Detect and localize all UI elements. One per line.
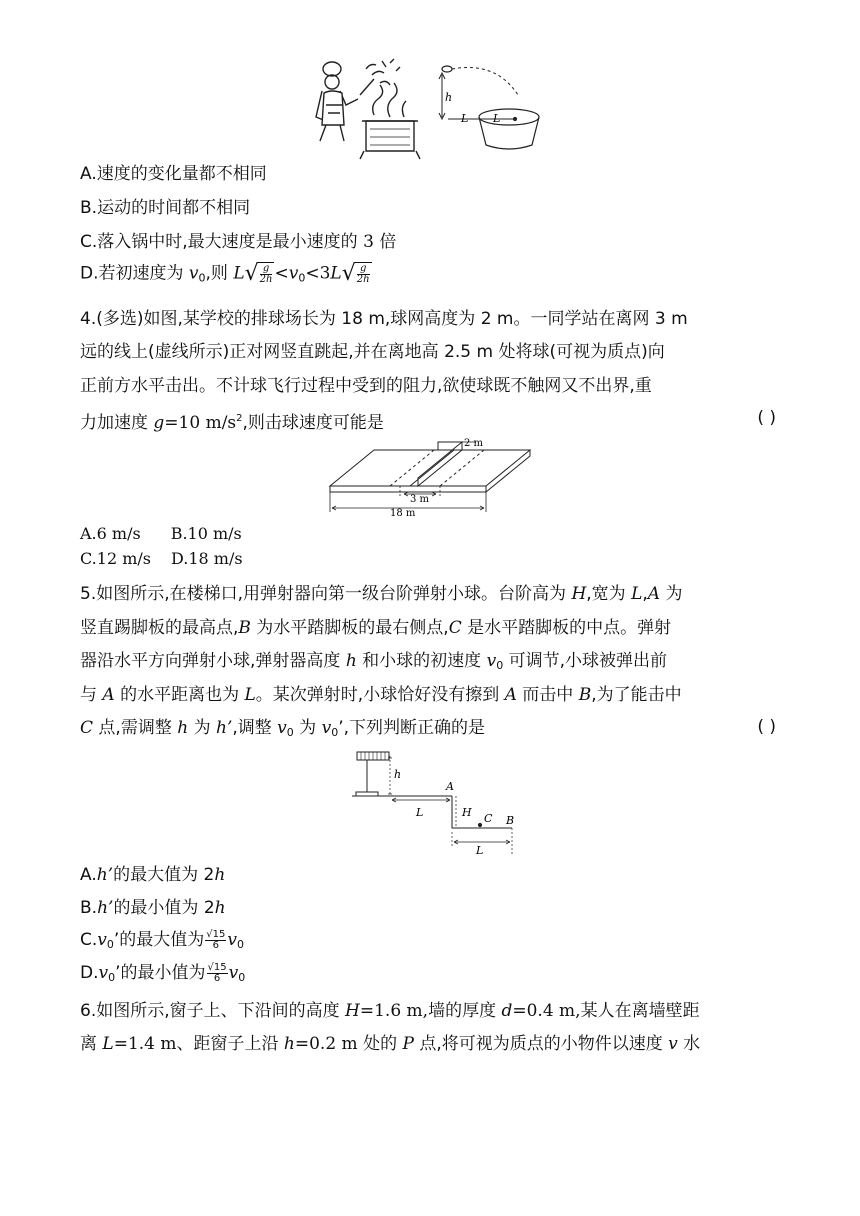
q5-option-d: $D.v_0$’的最小值为 $\frac{√15}{6}$ $v_0$ <box>80 961 246 984</box>
q3-option-b: B.运动的时间都不相同 <box>80 198 251 218</box>
q3-fig-L-label-2: L <box>493 112 501 125</box>
q6-stem-line-1: 6.如图所示,窗子上、下沿间的高度 H=1.6 m,墙的厚度 d=0.4 m,某人在离墙壁距 <box>80 1001 700 1021</box>
q5-fig-h: h <box>394 768 402 781</box>
q3-option-d: D.若初速度为 $v_0$,则 L√ $\frac{g}{2h}$ $<v_0<3L√$ $\frac{g}{2h}$ <box>80 260 370 286</box>
q4-court-figure <box>326 436 532 516</box>
q5-fig-H: H <box>462 806 472 819</box>
q5-fig-B: B <box>506 814 515 827</box>
q6-stem-line-2: 离 L=1.4 m、距窗子上沿 h=0.2 m 处的 P 点,将可视为质点的小物件以速度 v 水 <box>80 1034 701 1054</box>
q3-fig-h-label: h <box>445 91 453 104</box>
pot-illustration <box>360 83 420 159</box>
q5-option-b: B.h’的最小值为 2h <box>80 898 226 918</box>
q5-fig-L1: L <box>416 806 424 819</box>
q4-options-row-1 <box>80 523 242 545</box>
q4-option-a: A.6 m/s <box>80 524 141 543</box>
q3-option-a: A.速度的变化量都不相同 <box>80 164 267 184</box>
q4-stem-line-3: 正前方水平击出。不计球飞行过程中受到的阻力,欲使球既不触网又不出界,重 <box>80 376 652 396</box>
q4-fig-dist: 3 m <box>410 494 430 505</box>
q5-stem-line-4: 与 A 的水平距离也为 L。某次弹射时,小球恰好没有擦到 A 而击中 B,为了能击中 <box>80 685 682 705</box>
q5-fig-C: C <box>484 812 493 825</box>
q4-options-row-2 <box>80 548 243 570</box>
q5-stem-line-5: C 点,需调整 h 为 h’,调整 $v_0$ 为 $v_0$’,下列判断正确的是 <box>80 718 486 739</box>
q3-figure <box>300 55 560 160</box>
q4-fig-length: 18 m <box>390 508 416 516</box>
q5-option-c: $C.v_0$’的最大值为 $\frac{√15}{6}$ $v_0$ <box>80 928 245 951</box>
q4-stem-line-4: 力加速度 g=10 $m/s^2$,则击球速度可能是 <box>80 413 384 433</box>
q5-stem-line-3: 器沿水平方向弹射小球,弹射器高度 h 和小球的初速度 $v_0$ 可调节,小球被弹出前 <box>80 651 667 672</box>
q4-option-d: D.18 m/s <box>170 549 243 568</box>
q4-stem-line-1: 4.(多选)如图,某学校的排球场长为 18 m,球网高度为 2 m。一同学站在离网 3 m <box>80 309 688 329</box>
q5-stem-line-1: 5.如图所示,在楼梯口,用弹射器向第一级台阶弹射小球。台阶高为 H,宽为 L,A 为 <box>80 584 683 604</box>
q5-fig-A: A <box>446 780 454 793</box>
q4-fig-net-height: 2 m <box>464 438 484 449</box>
q3-option-c: C.落入锅中时,最大速度是最小速度的 3 倍 <box>80 232 397 252</box>
q4-option-b: B.10 m/s <box>170 524 242 543</box>
trajectory-diagram <box>439 66 539 149</box>
q5-stair-figure <box>352 744 524 856</box>
q4-option-c: C.12 m/s <box>80 549 151 568</box>
q4-stem-line-2: 远的线上(虚线所示)正对网竖直跳起,并在离地高 2.5 m 处将球(可视为质点)向 <box>80 342 665 362</box>
q4-answer-paren: ( ) <box>757 408 776 428</box>
q5-option-a: A.h’的最大值为 2h <box>80 865 226 885</box>
q5-answer-paren: ( ) <box>757 717 776 737</box>
q5-stem-line-2: 竖直踢脚板的最高点,B 为水平踏脚板的最右侧点,C 是水平踏脚板的中点。弹射 <box>80 618 672 638</box>
q3-fig-L-label-1: L <box>461 112 469 125</box>
q5-fig-L2: L <box>476 844 484 856</box>
